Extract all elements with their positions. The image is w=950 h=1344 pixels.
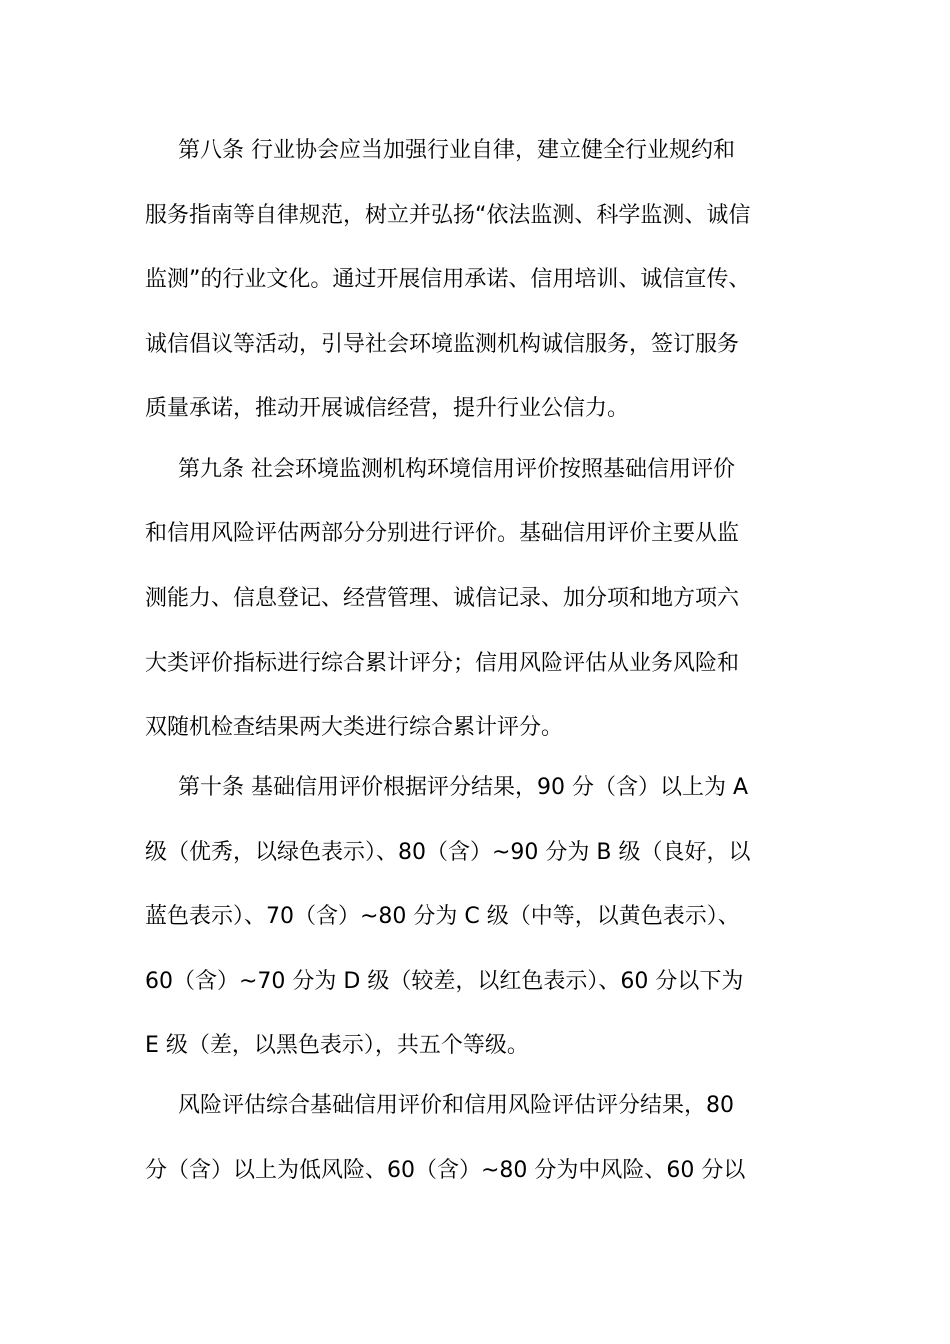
text-line: 诚信倡议等活动，引导社会环境监测机构诚信服务，签订服务 <box>145 332 740 357</box>
text-line: 60（含）~70 分为 D 级（较差，以红色表示）、60 分以下为 <box>145 969 744 994</box>
text-line: 和信用风险评估两部分分别进行评价。基础信用评价主要从监 <box>145 521 740 546</box>
text-line: 分（含）以上为低风险、60（含）~80 分为中风险、60 分以 <box>145 1158 746 1183</box>
text-line: 第十条 基础信用评价根据评分结果，90 分（含）以上为 A <box>178 775 749 800</box>
text-line: 蓝色表示）、70（含）~80 分为 C 级（中等，以黄色表示）、 <box>145 904 740 929</box>
text-line: 质量承诺，推动开展诚信经营，提升行业公信力。 <box>145 396 630 421</box>
text-line: 监测”的行业文化。通过开展信用承诺、信用培训、诚信宣传、 <box>145 267 751 292</box>
text-line: 大类评价指标进行综合累计评分；信用风险评估从业务风险和 <box>145 651 740 676</box>
text-line: 第九条 社会环境监测机构环境信用评价按照基础信用评价 <box>178 457 735 482</box>
text-line: 风险评估综合基础信用评价和信用风险评估评分结果，80 <box>178 1093 734 1118</box>
text-line: 双随机检查结果两大类进行综合累计评分。 <box>145 715 564 740</box>
text-line: 服务指南等自律规范，树立并弘扬“依法监测、科学监测、诚信 <box>145 203 751 228</box>
text-line: 第八条 行业协会应当加强行业自律，建立健全行业规约和 <box>178 138 735 163</box>
text-line: 测能力、信息登记、经营管理、诚信记录、加分项和地方项六 <box>145 586 740 611</box>
text-line: E 级（差，以黑色表示），共五个等级。 <box>145 1033 529 1058</box>
text-line: 级（优秀，以绿色表示）、80（含）~90 分为 B 级（良好，以 <box>145 840 751 865</box>
